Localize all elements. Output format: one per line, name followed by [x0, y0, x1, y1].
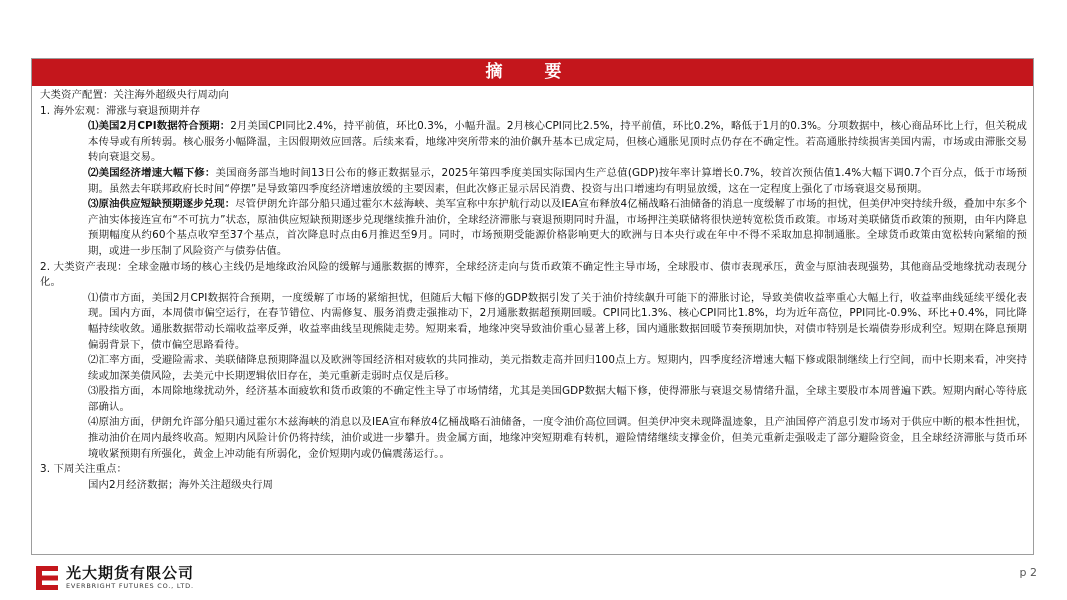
paragraph-oil-supply — [40, 197, 1027, 259]
section-1-heading: 1. 海外宏观：滞涨与衰退预期并存 — [40, 104, 201, 117]
summary-title: 摘 要 — [32, 59, 1033, 86]
summary-body — [32, 86, 1033, 493]
company-logo — [36, 565, 194, 591]
section-3-heading: 3. 下周关注重点： — [40, 463, 127, 476]
paragraph-cpi-text: 2月美国CPI同比2.4%，持平前值，环比0.3%，小幅升温。2月核心CPI同比2.5%，持平前值，环比0.2%，略低于1月的0.3%。分项数据中，核心商品环比上行，但关税成本传导或有所转弱。核心服务小幅降温，主因假期效应回落。后续来看，地缘冲突所带来的油价飙升基本已成定局，但核心通胀见顶时点仍存在不确定性。若高通胀持续损害美国内需，市场或由滞胀交易转向衰退交易。 — [88, 120, 1027, 164]
company-name-en: EVERBRIGHT FUTURES CO., LTD. — [66, 582, 194, 591]
paragraph-gdp-lead: ⑵美国经济增速大幅下修： — [88, 166, 216, 179]
paragraph-equity: ⑶股指方面，本周除地缘扰动外，经济基本面疲软和货币政策的不确定性主导了市场情绪，尤其是美国GDP数据大幅下修，使得滞胀与衰退交易情绪升温，全球主要股市本周普遍下跌。短期内耐心等待底部确认。 — [88, 385, 1027, 413]
paragraph-fx: ⑵汇率方面，受避险需求、美联储降息预期降温以及欧洲等国经济相对疲软的共同推动，美元指数走高并回归100点上方。短期内，四季度经济增速大幅下修或限制继续上行空间，而中长期来看，冲突持续或加深美债风险，去美元中长期逻辑依旧存在，美元重新走弱时点仅是后移。 — [88, 354, 1027, 382]
page-number: p 2 — [1019, 566, 1037, 579]
company-name-cn: 光大期货有限公司 — [66, 564, 195, 583]
paragraph-commodity: ⑷原油方面，伊朗允许部分船只通过霍尔木兹海峡的消息以及IEA宣布释放4亿桶战略石油储备，一度令油价高位回调。但美伊冲突未现降温迹象，且产油国停产消息引发市场对于供应中断的根本性担忧，推动油价在周内最终收高。短期内风险计价仍将持续，油价或进一步攀升。贵金属方面，地缘冲突短期难有转机，避险情绪继续支撑金价，但美元重新走强吸走了部分避险资金，且全球经济滞胀与货币环境收紧预期有所强化，黄金上冲动能有所弱化，金价短期内或仍偏震荡运行。。 — [88, 416, 1027, 460]
paragraph-cpi-lead: ⑴美国2月CPI数据符合预期： — [88, 120, 231, 133]
paragraph-gdp-text: 美国商务部当地时间13日公布的修正数据显示，2025年第四季度美国实际国内生产总值(GDP)按年率计算增长0.7%，较首次预估值1.4%大幅下调0.7个百分点，低于市场预期。虽然去年联邦政府长时间“停摆”是导致第四季度经济增速放缓的主要因素，但此次修正显示居民消费、投资与出口增速均有明显放缓，这在一定程度上强化了市场衰退交易预期。 — [88, 166, 1028, 195]
paragraph-oil-supply-lead: ⑶原油供应短缺预期逐步兑现： — [88, 198, 236, 211]
section-2-heading: 2. 大类资产表现：全球金融市场的核心主线仍是地缘政治风险的缓解与通胀数据的博弈，全球经济走向与货币政策不确定性主导市场，全球股市、债市表现承压，黄金与原油表现强势，其他商品受地缘扰动表现分化。 — [40, 260, 1027, 289]
paragraph-gdp — [40, 166, 1027, 197]
section-3-item: 国内2月经济数据；海外关注超级央行周 — [88, 478, 274, 491]
everbright-logo-icon — [36, 566, 58, 590]
paragraph-bond: ⑴债市方面，美国2月CPI数据符合预期，一度缓解了市场的紧缩担忧，但随后大幅下修的GDP数据引发了关于油价持续飙升可能下的滞胀讨论，导致美债收益率重心大幅上行，收益率曲线延续平缓化表现。国内方面，本周债市偏空运行，在春节错位、内需修复、服务消费走强推动下，2月通胀数据超预期回暖。CPI同比1.3%、核心CPI同比1.8%，均为近年高位，PPI同比-0.9%、环比+0.4%，同比降幅持续收敛。通胀数据带动长端收益率反弹，收益率曲线呈现熊陡走势。短期来看，地缘冲突导致油价重心显著上移，国内通胀数据回暖节奏预期加快，对债市特别是长端债券形成利空。短期在降息预期偏弱背景下，债市偏空思路看待。 — [88, 291, 1027, 351]
paragraph-cpi — [40, 119, 1027, 166]
paragraph-oil-supply-text: 尽管伊朗允许部分船只通过霍尔木兹海峡、美军宣称中东护航行动以及IEA宣布释放4亿桶战略石油储备的消息一度缓解了市场的担忧，但美伊冲突持续升级，叠加中东多个产油实体接连宣布“不可抗力”状态，原油供应短缺预期逐步兑现继续推升油价，全球经济滞胀与衰退预期同时升温，市场押注美联储将很快逆转宽松货币政策。市场对美联储货币政策的预期，由年内降息预期幅度从约60个基点收窄至37个基点，首次降息时点由6月推迟至9月。同时，市场预期受能源价格影响更大的欧洲与日本央行或在年中不得不采取加息抑制通胀。全球货币政策由宽松转向紧缩的预期，或进一步压制了风险资产与债券估值。 — [88, 198, 1027, 257]
summary-frame — [31, 58, 1034, 555]
asset-allocation-heading: 大类资产配置：关注海外超级央行周动向 — [40, 89, 229, 101]
